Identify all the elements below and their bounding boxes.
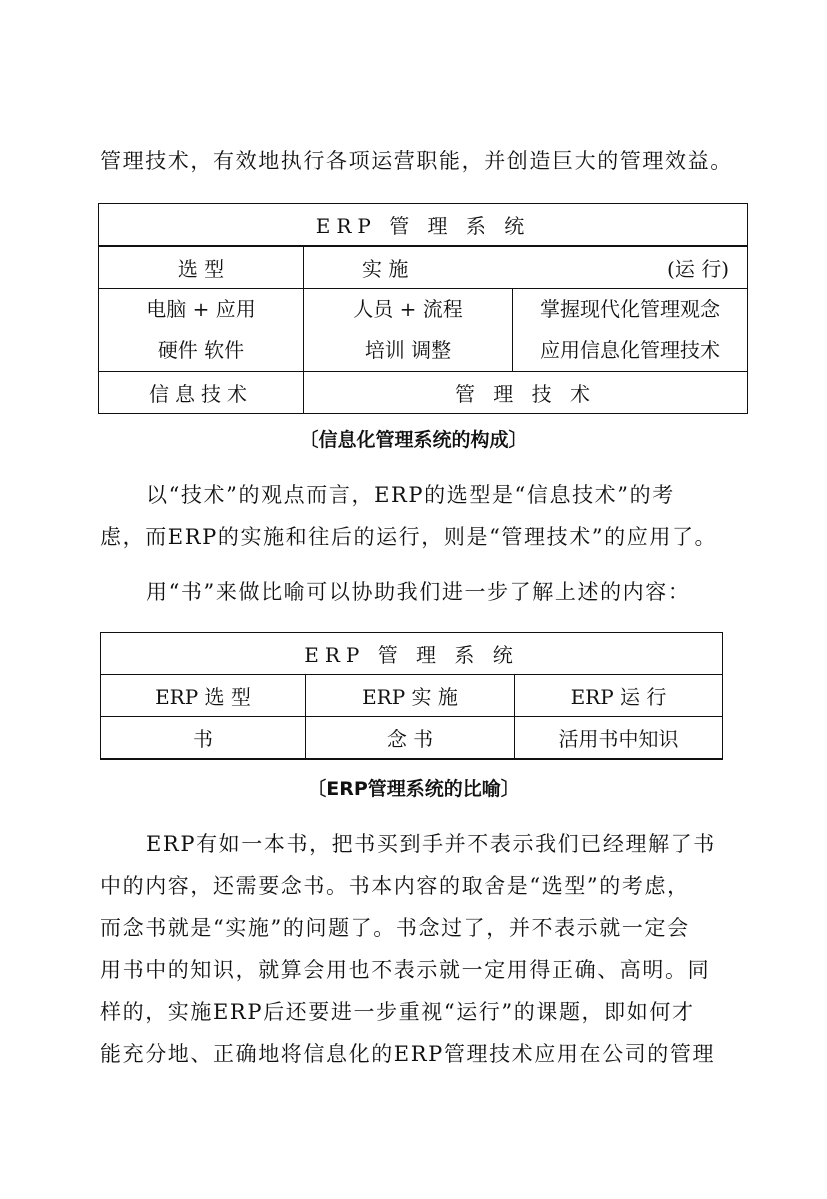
paragraph-line: 样的，实施ERP后还要进一步重视“运行”的课题，即如何才 bbox=[100, 1000, 695, 1024]
cell-line: 电脑 + 应用 bbox=[146, 297, 256, 321]
implementation-label: 实 施 bbox=[362, 257, 409, 281]
table-title: ERP 管 理 系 统 bbox=[101, 633, 723, 675]
cell-line: 人员 + 流程 bbox=[353, 297, 463, 321]
book-cell: 书 bbox=[101, 717, 306, 760]
header-cell-implementation bbox=[304, 246, 748, 289]
management-concept-cell bbox=[513, 289, 748, 372]
header-cell-operation: ERP 运 行 bbox=[515, 675, 723, 717]
paragraph-line: 以“技术”的观点而言，ERP的选型是“信息技术”的考 bbox=[146, 483, 675, 507]
hardware-software-cell bbox=[99, 289, 304, 372]
cell-line: 应用信息化管理技术 bbox=[540, 338, 720, 362]
paragraph-line: 管理技术，有效地执行各项运营职能，并创造巨大的管理效益。 bbox=[100, 149, 733, 173]
table-caption: 〔ERP管理系统的比喻〕 bbox=[307, 778, 520, 800]
cell-line: 掌握现代化管理观念 bbox=[540, 297, 720, 321]
erp-composition-table bbox=[98, 203, 748, 414]
header-cell-implementation: ERP 实 施 bbox=[306, 675, 515, 717]
cell-line: 培训 调整 bbox=[364, 338, 452, 362]
paragraph-line: 能充分地、正确地将信息化的ERP管理技术应用在公司的管理 bbox=[100, 1042, 716, 1066]
paragraph-line: ERP有如一本书，把书买到手并不表示我们已经理解了书 bbox=[146, 832, 716, 856]
read-book-cell: 念 书 bbox=[306, 717, 515, 760]
people-process-cell bbox=[304, 289, 513, 372]
table-title: ERP 管 理 系 统 bbox=[99, 204, 748, 247]
paragraph-line: 用书中的知识，就算会用也不表示就一定用得正确、高明。同 bbox=[100, 958, 711, 982]
cell-line: 硬件 软件 bbox=[157, 338, 245, 362]
table-caption: 〔信息化管理系统的构成〕 bbox=[299, 429, 528, 451]
paragraph-line: 虑，而ERP的实施和往后的运行，则是“管理技术”的应用了。 bbox=[100, 525, 718, 549]
header-cell-selection: 选 型 bbox=[99, 246, 304, 289]
paragraph-line: 中的内容，还需要念书。书本内容的取舍是“选型”的考虑， bbox=[100, 874, 690, 898]
paragraph-line: 而念书就是“实施”的问题了。书念过了，并不表示就一定会 bbox=[100, 916, 690, 940]
operation-label: (运 行) bbox=[667, 257, 729, 281]
apply-knowledge-cell: 活用书中知识 bbox=[515, 717, 723, 760]
paragraph-line: 用“书”来做比喻可以协助我们进一步了解上述的内容： bbox=[146, 580, 691, 604]
information-technology-cell: 信息技术 bbox=[99, 372, 304, 414]
management-technology-cell: 管 理 技 术 bbox=[304, 372, 748, 414]
erp-metaphor-table bbox=[100, 632, 723, 760]
header-cell-selection: ERP 选 型 bbox=[101, 675, 306, 717]
